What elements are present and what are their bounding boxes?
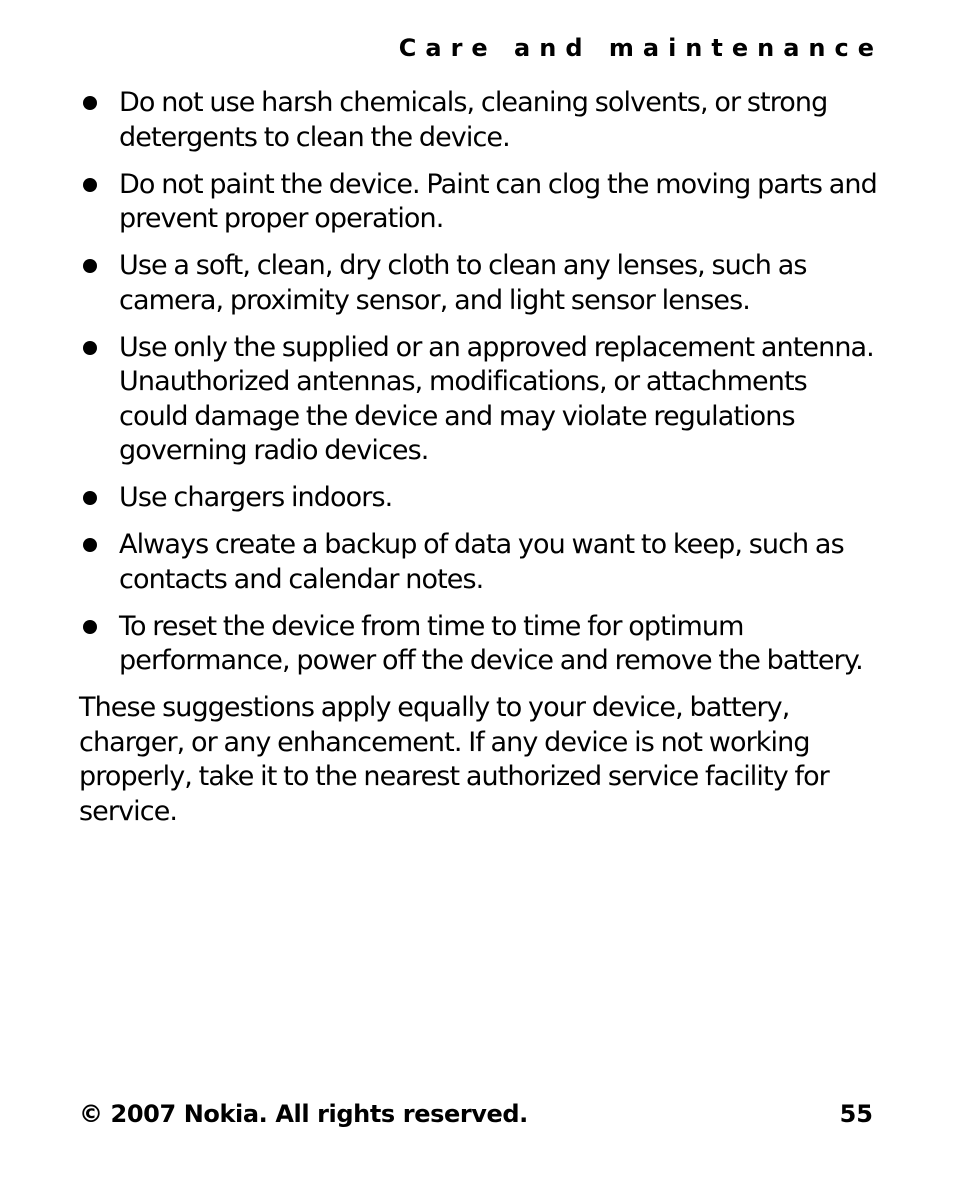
list-item-text: Always create a backup of data you want to keep, such as contacts and calendar notes. xyxy=(119,529,844,595)
list-item-text: Use chargers indoors. xyxy=(119,482,393,513)
bullet-icon xyxy=(83,491,97,505)
bullet-icon xyxy=(83,620,97,634)
list-item-text: Use a soft, clean, dry cloth to clean any lenses, such as camera, proximity sensor, and light sensor lenses. xyxy=(119,250,807,316)
list-item xyxy=(79,481,879,516)
bullet-icon xyxy=(83,96,97,110)
list-item xyxy=(79,528,879,597)
care-tips-list xyxy=(79,86,879,679)
bullet-icon xyxy=(83,341,97,355)
list-item-text: Do not use harsh chemicals, cleaning solvents, or strong detergents to clean the device. xyxy=(119,87,828,153)
bullet-icon xyxy=(83,178,97,192)
list-item xyxy=(79,331,879,469)
list-item xyxy=(79,86,879,155)
copyright-notice: © 2007 Nokia. All rights reserved. xyxy=(79,1100,528,1128)
list-item-text: Use only the supplied or an approved replacement antenna. Unauthorized antennas, modifications, or attachments could damage the device and may violate regulations governing radio devices. xyxy=(119,331,874,466)
list-item xyxy=(79,610,879,679)
closing-paragraph: These suggestions apply equally to your device, battery, charger, or any enhancement. If any device is not working properly, take it to the nearest authorized service facility for service. xyxy=(79,692,829,827)
list-item-text: To reset the device from time to time for optimum performance, power off the device and remove the battery. xyxy=(119,610,863,676)
list-item xyxy=(79,249,879,318)
page-number: 55 xyxy=(839,1100,873,1128)
list-item xyxy=(79,168,879,237)
list-item-text: Do not paint the device. Paint can clog the moving parts and prevent proper operation. xyxy=(119,168,877,234)
page-content xyxy=(79,86,879,829)
bullet-icon xyxy=(83,538,97,552)
section-header: Care and maintenance xyxy=(398,34,883,62)
bullet-icon xyxy=(83,259,97,273)
